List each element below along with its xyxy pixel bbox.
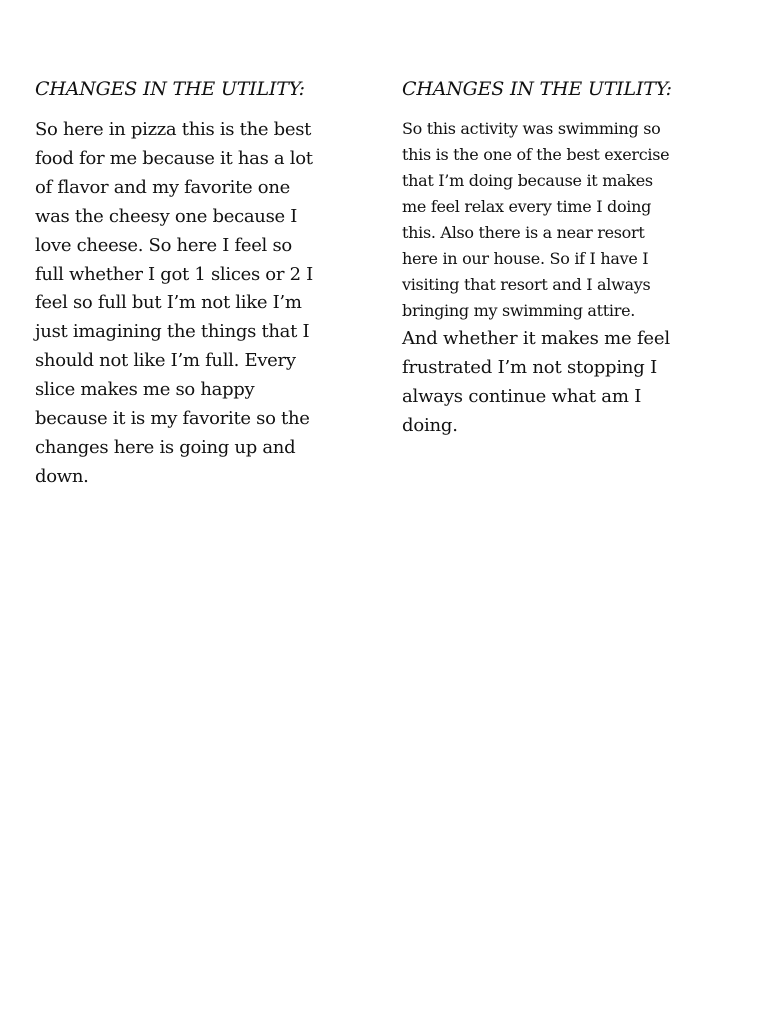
text-line: full whether I got 1 slices or 2 I — [35, 263, 313, 285]
text-line: So here in pizza this is the best — [35, 119, 312, 140]
text-line: visiting that resort and I always — [402, 275, 651, 294]
text-line: this is the one of the best exercise — [402, 145, 670, 164]
left-column — [35, 76, 370, 492]
text-line: was the cheesy one because I — [35, 205, 298, 227]
text-line: should not like I’m full. Every — [35, 350, 296, 372]
text-line: love cheese. So here I feel so — [35, 234, 292, 256]
text-line: And whether it makes me feel — [402, 328, 670, 349]
text-line: because it is my favorite so the — [35, 408, 310, 430]
text-line: down. — [35, 465, 89, 487]
right-column-heading: CHANGES IN THE UTILITY: — [402, 78, 672, 100]
text-line: feel so full but I’m not like I’m — [35, 292, 302, 314]
right-column-paragraph-2 — [402, 324, 742, 440]
text-line: So this activity was swimming so — [402, 119, 661, 138]
text-line: bringing my swimming attire. — [402, 301, 636, 320]
text-line: me feel relax every time I doing — [402, 197, 652, 216]
text-line: of flavor and my favorite one — [35, 176, 290, 198]
text-line: changes here is going up and — [35, 436, 296, 458]
text-line: always continue what am I — [402, 386, 642, 407]
text-line: frustrated I’m not stopping I — [402, 357, 658, 378]
left-column-heading: CHANGES IN THE UTILITY: — [35, 78, 305, 100]
right-column-paragraph-1 — [402, 116, 742, 324]
text-line: food for me because it has a lot — [35, 147, 313, 169]
right-column — [402, 76, 742, 440]
text-line: this. Also there is a near resort — [402, 223, 645, 242]
text-line: here in our house. So if I have I — [402, 249, 649, 268]
text-line: that I’m doing because it makes — [402, 171, 653, 190]
text-line: slice makes me so happy — [35, 379, 255, 401]
text-line: doing. — [402, 415, 458, 436]
left-column-paragraph — [35, 116, 370, 492]
text-line: just imagining the things that I — [35, 321, 310, 343]
